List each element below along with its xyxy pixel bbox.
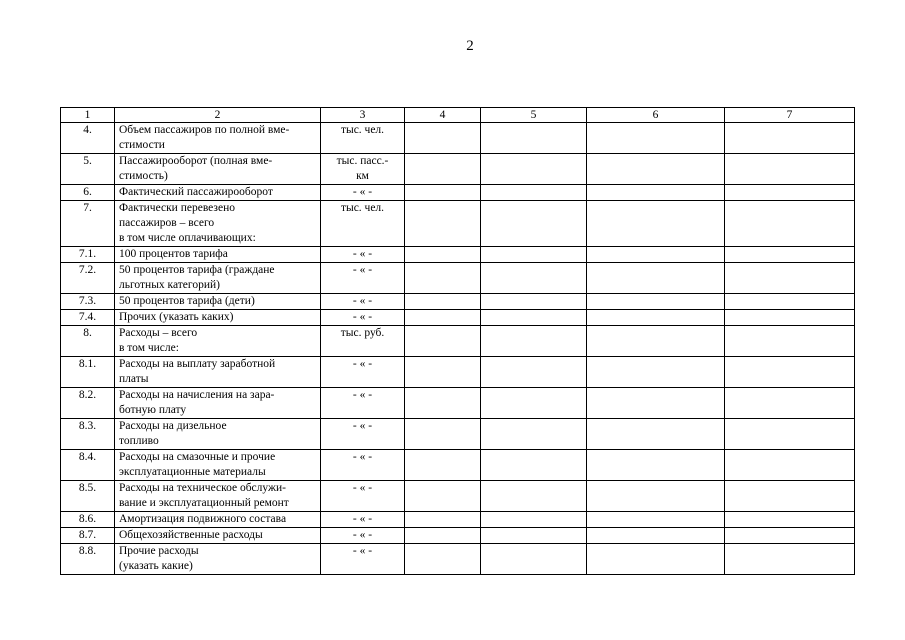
value-cell[interactable] (587, 247, 725, 263)
value-cell[interactable] (481, 185, 587, 201)
table-row (61, 450, 855, 481)
value-cell[interactable] (405, 450, 481, 481)
value-cell[interactable] (587, 388, 725, 419)
indicator-name-line: Расходы на дизельное (119, 420, 227, 432)
indicator-name-line: Расходы на техническое обслужи- (119, 482, 286, 494)
value-cell[interactable] (725, 294, 855, 310)
value-cell[interactable] (481, 357, 587, 388)
value-cell[interactable] (587, 544, 725, 575)
value-cell[interactable] (405, 388, 481, 419)
indicator-name-line: Прочие расходы (119, 545, 199, 557)
table-row (61, 154, 855, 185)
row-number-cell: 6. (61, 185, 115, 201)
unit-cell: - « - (321, 419, 405, 450)
value-cell[interactable] (405, 419, 481, 450)
table-row (61, 310, 855, 326)
value-cell[interactable] (481, 528, 587, 544)
row-number-cell: 8.7. (61, 528, 115, 544)
indicator-name-line: пассажиров – всего (119, 217, 215, 229)
unit-line: км (356, 170, 369, 182)
indicator-name-line: вание и эксплуатационный ремонт (119, 497, 289, 509)
value-cell[interactable] (481, 294, 587, 310)
value-cell[interactable] (587, 201, 725, 247)
indicator-name-cell (115, 419, 321, 450)
value-cell[interactable] (725, 123, 855, 154)
indicator-name-cell (115, 154, 321, 185)
value-cell[interactable] (725, 263, 855, 294)
table-row (61, 481, 855, 512)
indicator-name-line: в том числе: (119, 342, 179, 354)
indicator-name-line: 50 процентов тарифа (дети) (119, 295, 255, 307)
table-row (61, 357, 855, 388)
value-cell[interactable] (405, 528, 481, 544)
indicator-name-cell (115, 326, 321, 357)
indicator-name-cell (115, 294, 321, 310)
value-cell[interactable] (481, 154, 587, 185)
value-cell[interactable] (587, 481, 725, 512)
value-cell[interactable] (481, 450, 587, 481)
value-cell[interactable] (405, 123, 481, 154)
indicator-name-cell (115, 528, 321, 544)
value-cell[interactable] (725, 357, 855, 388)
table-body (61, 123, 855, 575)
table-row (61, 528, 855, 544)
value-cell[interactable] (481, 326, 587, 357)
unit-cell: - « - (321, 294, 405, 310)
table-row (61, 326, 855, 357)
indicator-name-cell (115, 481, 321, 512)
unit-cell: - « - (321, 388, 405, 419)
indicator-name-line: Прочих (указать каких) (119, 311, 234, 323)
table-row (61, 294, 855, 310)
value-cell[interactable] (481, 512, 587, 528)
unit-cell: - « - (321, 512, 405, 528)
row-number-cell: 8.3. (61, 419, 115, 450)
indicator-name-line: Расходы на выплату заработной (119, 358, 276, 370)
value-cell[interactable] (725, 528, 855, 544)
indicator-name-line: Пассажирооборот (полная вме- (119, 155, 273, 167)
value-cell[interactable] (481, 263, 587, 294)
unit-cell: - « - (321, 528, 405, 544)
value-cell[interactable] (725, 201, 855, 247)
unit-cell: тыс. чел. (321, 201, 405, 247)
row-number-cell: 8.5. (61, 481, 115, 512)
value-cell[interactable] (587, 123, 725, 154)
row-number-cell: 8.2. (61, 388, 115, 419)
value-cell[interactable] (587, 450, 725, 481)
row-number-cell: 8.6. (61, 512, 115, 528)
value-cell[interactable] (405, 154, 481, 185)
indicator-name-line: эксплуатационные материалы (119, 466, 266, 478)
value-cell[interactable] (587, 528, 725, 544)
unit-line: тыс. пасс.- (336, 155, 389, 167)
value-cell[interactable] (405, 201, 481, 247)
row-number-cell: 4. (61, 123, 115, 154)
value-cell[interactable] (405, 357, 481, 388)
row-number-cell: 7.1. (61, 247, 115, 263)
value-cell[interactable] (587, 154, 725, 185)
indicator-name-cell (115, 357, 321, 388)
indicator-name-line: ботную плату (119, 404, 187, 416)
table-header-row (61, 108, 855, 123)
value-cell[interactable] (481, 388, 587, 419)
indicator-name-cell (115, 247, 321, 263)
value-cell[interactable] (405, 247, 481, 263)
column-header: 1 (61, 108, 115, 123)
unit-cell: - « - (321, 310, 405, 326)
table-row (61, 512, 855, 528)
row-number-cell: 8.1. (61, 357, 115, 388)
value-cell[interactable] (587, 326, 725, 357)
indicator-name-cell (115, 512, 321, 528)
table-row (61, 247, 855, 263)
unit-cell (321, 154, 405, 185)
row-number-cell: 7.3. (61, 294, 115, 310)
indicator-name-line: в том числе оплачивающих: (119, 232, 256, 244)
value-cell[interactable] (481, 544, 587, 575)
value-cell[interactable] (587, 263, 725, 294)
indicator-name-line: Амортизация подвижного состава (119, 513, 287, 525)
value-cell[interactable] (725, 154, 855, 185)
value-cell[interactable] (725, 544, 855, 575)
table-row (61, 419, 855, 450)
column-header: 6 (587, 108, 725, 123)
value-cell[interactable] (587, 357, 725, 388)
indicator-name-cell (115, 201, 321, 247)
indicator-name-cell (115, 310, 321, 326)
value-cell[interactable] (725, 388, 855, 419)
column-header: 3 (321, 108, 405, 123)
value-cell[interactable] (587, 512, 725, 528)
value-cell[interactable] (405, 544, 481, 575)
indicator-name-line: стимость) (119, 170, 168, 182)
unit-cell: тыс. чел. (321, 123, 405, 154)
value-cell[interactable] (481, 419, 587, 450)
row-number-cell: 7.4. (61, 310, 115, 326)
value-cell[interactable] (725, 481, 855, 512)
indicator-name-line: Расходы – всего (119, 327, 198, 339)
indicator-name-line: 50 процентов тарифа (граждане (119, 264, 275, 276)
unit-cell: - « - (321, 185, 405, 201)
unit-cell: - « - (321, 450, 405, 481)
unit-cell: - « - (321, 357, 405, 388)
value-cell[interactable] (405, 512, 481, 528)
indicator-name-line: Расходы на начисления на зара- (119, 389, 275, 401)
indicator-name-cell (115, 263, 321, 294)
column-header: 4 (405, 108, 481, 123)
value-cell[interactable] (481, 123, 587, 154)
value-cell[interactable] (725, 419, 855, 450)
indicator-name-line: Расходы на смазочные и прочие (119, 451, 276, 463)
table-row (61, 123, 855, 154)
value-cell[interactable] (725, 247, 855, 263)
value-cell[interactable] (587, 294, 725, 310)
value-cell[interactable] (405, 310, 481, 326)
table-row (61, 185, 855, 201)
page-number: 2 (466, 38, 474, 54)
value-cell[interactable] (725, 512, 855, 528)
indicator-name-line: Объем пассажиров по полной вме- (119, 124, 290, 136)
row-number-cell: 7.2. (61, 263, 115, 294)
value-cell[interactable] (405, 263, 481, 294)
indicator-name-line: платы (119, 373, 149, 385)
value-cell[interactable] (405, 481, 481, 512)
indicator-name-cell (115, 544, 321, 575)
row-number-cell: 7. (61, 201, 115, 247)
value-cell[interactable] (725, 310, 855, 326)
report-table (60, 107, 855, 575)
table-row (61, 201, 855, 247)
table-row (61, 544, 855, 575)
value-cell[interactable] (405, 185, 481, 201)
value-cell[interactable] (481, 310, 587, 326)
unit-cell: - « - (321, 481, 405, 512)
value-cell[interactable] (587, 185, 725, 201)
value-cell[interactable] (405, 294, 481, 310)
table-row (61, 388, 855, 419)
indicator-name-line: 100 процентов тарифа (119, 248, 228, 260)
row-number-cell: 5. (61, 154, 115, 185)
unit-cell: тыс. руб. (321, 326, 405, 357)
value-cell[interactable] (725, 450, 855, 481)
indicator-name-cell (115, 450, 321, 481)
indicator-name-cell (115, 185, 321, 201)
indicator-name-line: Фактически перевезено (119, 202, 235, 214)
indicator-name-cell (115, 123, 321, 154)
unit-cell: - « - (321, 263, 405, 294)
row-number-cell: 8. (61, 326, 115, 357)
value-cell[interactable] (481, 481, 587, 512)
row-number-cell: 8.8. (61, 544, 115, 575)
indicator-name-line: Общехозяйственные расходы (119, 529, 263, 541)
unit-cell: - « - (321, 544, 405, 575)
indicator-name-line: стимости (119, 139, 165, 151)
column-header: 5 (481, 108, 587, 123)
row-number-cell: 8.4. (61, 450, 115, 481)
value-cell[interactable] (725, 326, 855, 357)
value-cell[interactable] (481, 247, 587, 263)
value-cell[interactable] (725, 185, 855, 201)
column-header: 2 (115, 108, 321, 123)
indicator-name-line: льготных категорий) (119, 279, 220, 291)
value-cell[interactable] (405, 326, 481, 357)
unit-cell: - « - (321, 247, 405, 263)
table-row (61, 263, 855, 294)
value-cell[interactable] (587, 419, 725, 450)
indicator-name-line: топливо (119, 435, 159, 447)
indicator-name-cell (115, 388, 321, 419)
value-cell[interactable] (587, 310, 725, 326)
column-header: 7 (725, 108, 855, 123)
indicator-name-line: Фактический пассажирооборот (119, 186, 273, 198)
value-cell[interactable] (481, 201, 587, 247)
indicator-name-line: (указать какие) (119, 560, 193, 572)
